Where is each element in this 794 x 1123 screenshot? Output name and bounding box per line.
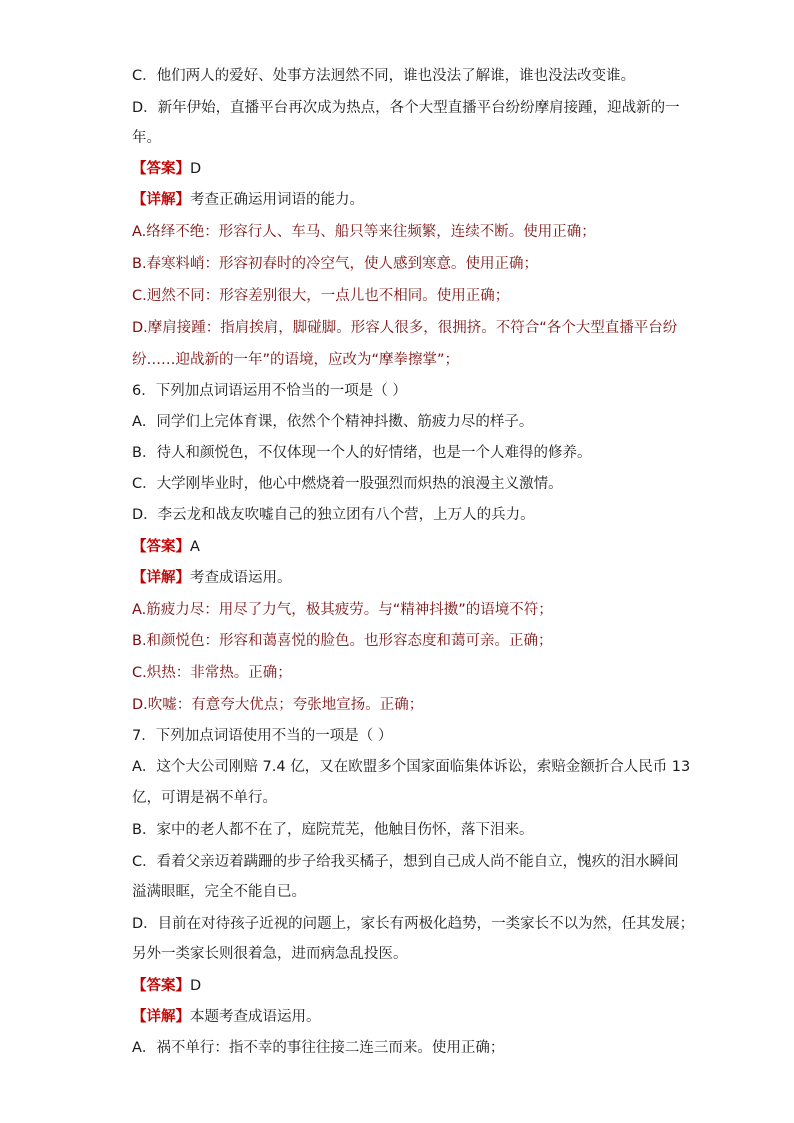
answer-value: A [190,539,200,555]
detail-intro: 考查正确运用词语的能力。 [190,192,364,208]
q7-option-a-line2: 亿，可谓是祸不单行。 [132,790,277,806]
q5-answer [132,159,201,179]
q6-option-a: A．同学们上完体育课，依然个个精神抖擞、筋疲力尽的样子。 [132,414,534,430]
answer-tag: 【答案】 [132,978,190,994]
q5-note-c: C.迥然不同：形容差别很大，一点儿也不相同。使用正确； [132,288,510,304]
detail-tag: 【详解】 [132,192,190,208]
q7-question: 7．下列加点词语使用不当的一项是（ ） [132,728,393,744]
answer-tag: 【答案】 [132,539,190,555]
q6-option-d: D．李云龙和战友吹嘘自己的独立团有八个营，上万人的兵力。 [132,507,535,523]
q5-option-c: C．他们两人的爱好、处事方法迥然不同，谁也没法了解谁，谁也没法改变谁。 [132,68,636,84]
detail-tag: 【详解】 [132,1009,190,1025]
q5-detail [132,190,364,210]
q6-detail [132,568,292,588]
q6-option-c: C．大学刚毕业时，他心中燃烧着一股强烈而炽热的浪漫主义激情。 [132,476,563,492]
q6-question: 6．下列加点词语运用不恰当的一项是（ ） [132,383,407,399]
q7-option-d-line2: 另外一类家长则很着急，进而病急乱投医。 [132,946,408,962]
q7-option-c-line1: C．看着父亲迈着蹒跚的步子给我买橘子，想到自己成人尚不能自立，愧疚的泪水瞬间 [132,854,679,870]
q5-note-b: B.春寒料峭：形容初春时的冷空气，使人感到寒意。使用正确； [132,256,539,272]
q5-note-d-line1: D.摩肩接踵：指肩挨肩，脚碰脚。形容人很多，很拥挤。不符合“各个大型直播平台纷 [132,320,678,336]
answer-tag: 【答案】 [132,161,190,177]
q6-note-b: B.和颜悦色：形容和蔼喜悦的脸色。也形容态度和蔼可亲。正确； [132,633,553,649]
q6-note-c: C.炽热：非常热。正确； [132,665,292,681]
q5-option-d-line2: 年。 [132,130,161,146]
detail-tag: 【详解】 [132,570,190,586]
answer-value: D [190,978,202,994]
q7-option-c-line2: 溢满眼眶，完全不能自已。 [132,884,306,900]
q6-note-d: D.吹嘘：有意夸大优点；夸张地宣扬。正确； [132,697,424,713]
q6-option-b: B．待人和颜悦色，不仅体现一个人的好情绪，也是一个人难得的修养。 [132,445,592,461]
q5-note-a: A.络绎不绝：形容行人、车马、船只等来往频繁，连续不断。使用正确； [132,224,596,240]
q6-answer [132,537,200,557]
q5-note-d-line2: 纷……迎战新的一年”的语境，应改为“摩拳擦掌”； [132,352,460,368]
q7-detail [132,1007,321,1027]
answer-value: D [190,161,202,177]
q5-option-d-line1: D．新年伊始，直播平台再次成为热点，各个大型直播平台纷纷摩肩接踵，迎战新的一 [132,100,680,116]
q6-note-a: A.筋疲力尽：用尽了力气，极其疲劳。与“精神抖擞”的语境不符； [132,602,553,618]
q7-option-b: B．家中的老人都不在了，庭院荒芜，他触目伤怀，落下泪来。 [132,822,534,838]
q7-option-d-line1: D．目前在对待孩子近视的问题上，家长有两极化趋势，一类家长不以为然，任其发展； [132,916,695,932]
q7-option-a-line1: A．这个大公司刚赔 7.4 亿，又在欧盟多个国家面临集体诉讼，索赔金额折合人民币 13 [132,759,691,775]
q7-note-a: A．祸不单行：指不幸的事往往接二连三而来。使用正确； [132,1040,505,1056]
detail-intro: 考查成语运用。 [190,570,292,586]
q7-answer [132,976,201,996]
detail-intro: 本题考查成语运用。 [190,1009,321,1025]
